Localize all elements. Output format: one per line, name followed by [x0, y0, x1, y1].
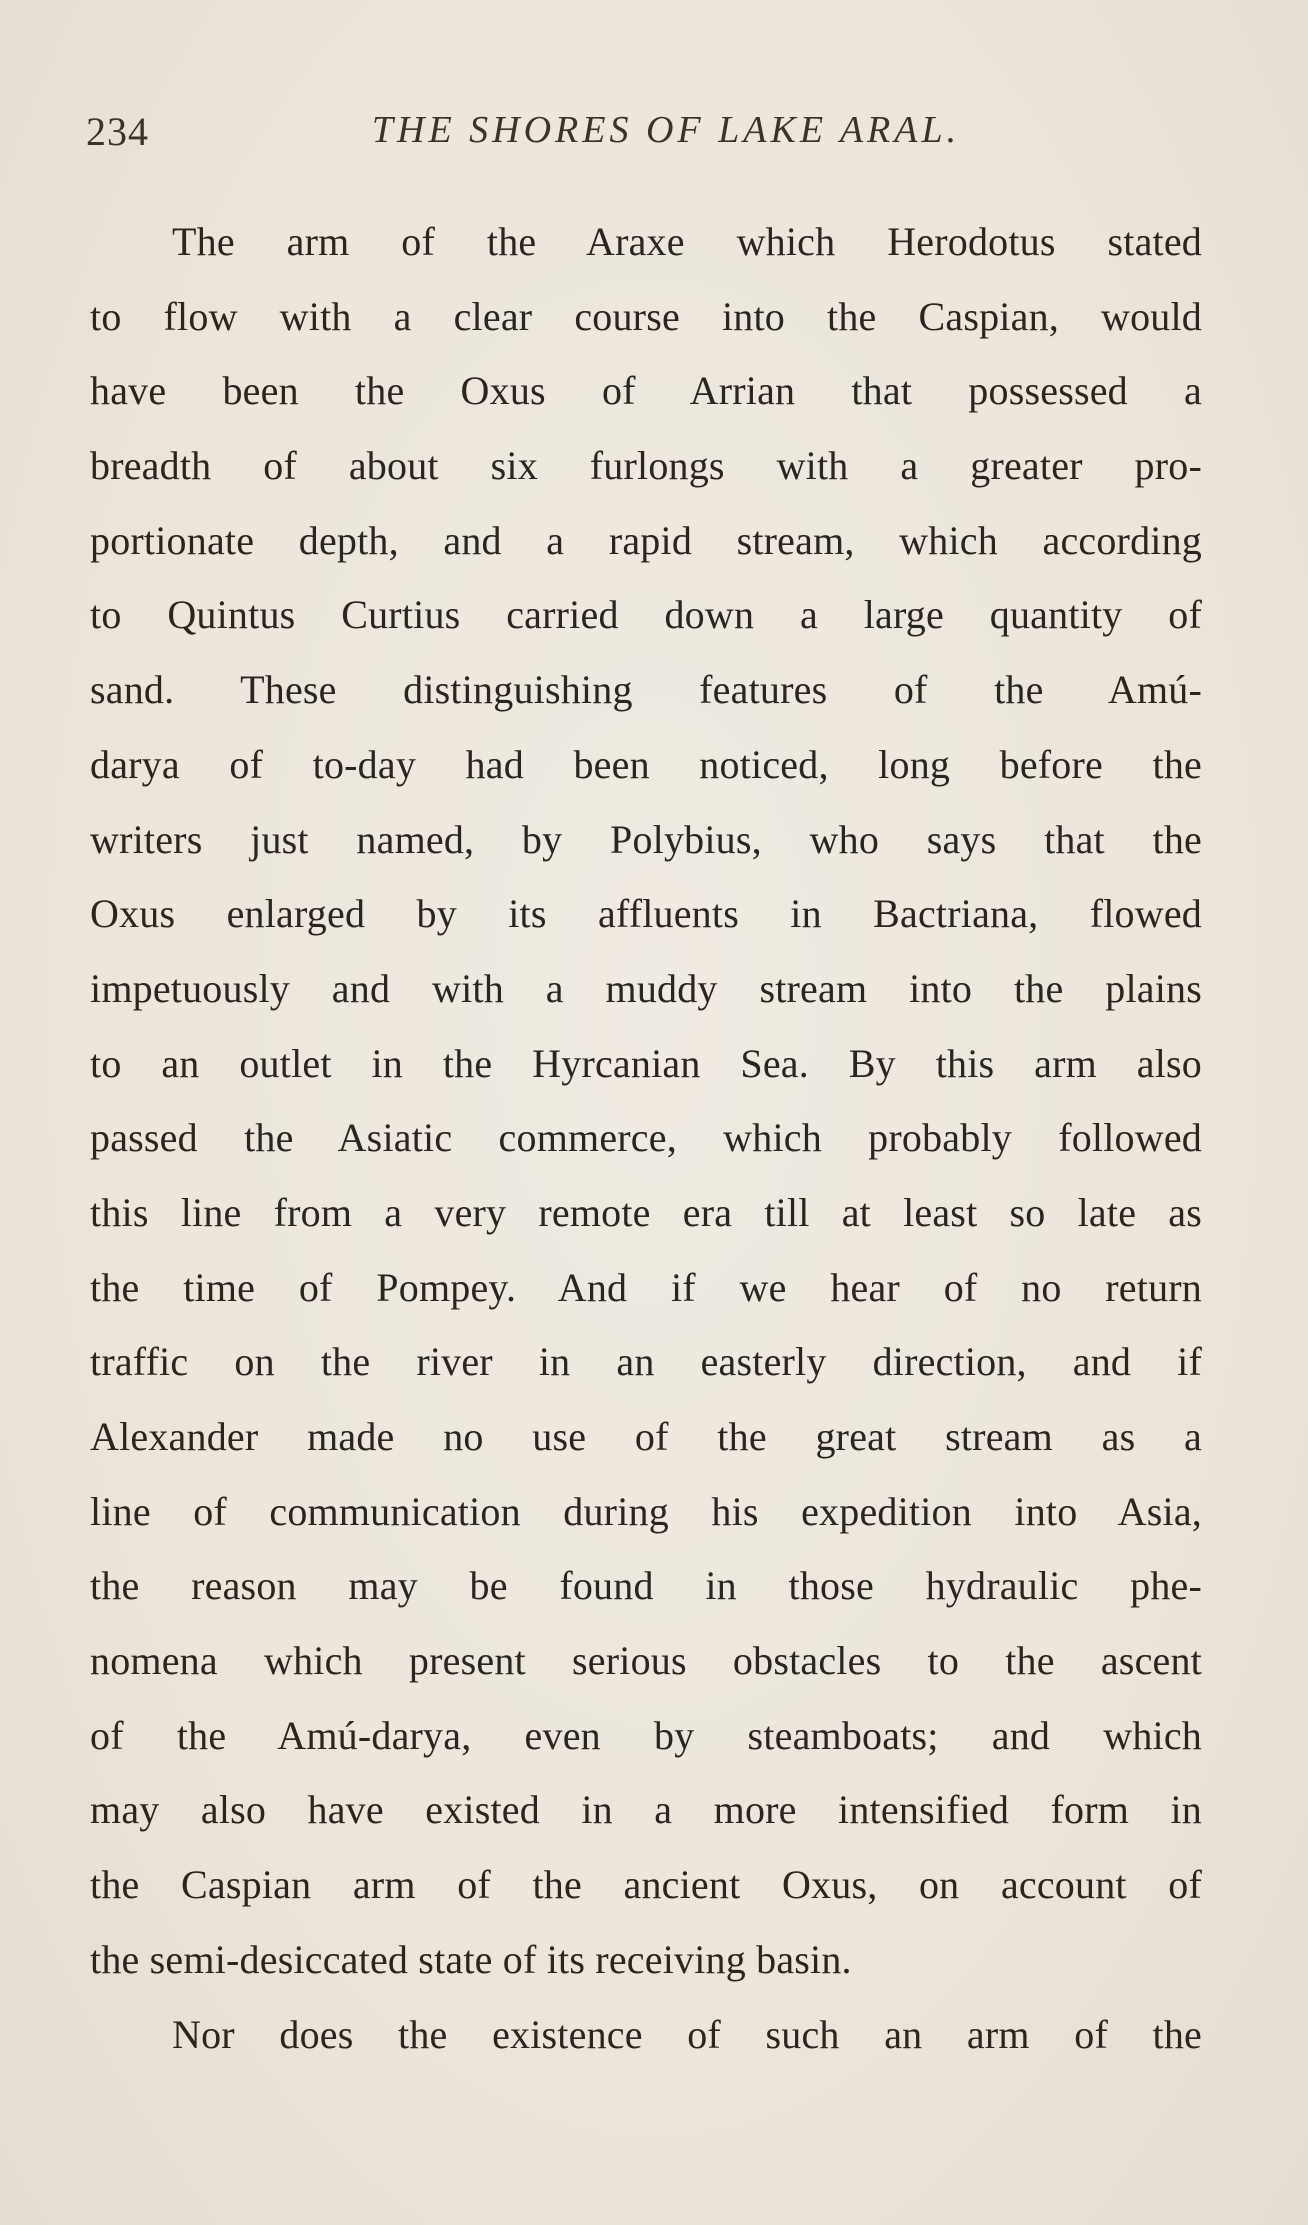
text-line: passed the Asiatic commerce, which probably followed [90, 1115, 1202, 1161]
text-line: the Caspian arm of the ancient Oxus, on account of [90, 1862, 1202, 1908]
text-line: the time of Pompey. And if we hear of no return [90, 1264, 1202, 1310]
text-line: to Quintus Curtius carried down a large quantity of [90, 592, 1202, 638]
text-line: to flow with a clear course into the Caspian, would [90, 293, 1202, 339]
text-line: Oxus enlarged by its affluents in Bactriana, flowed [90, 891, 1202, 937]
text-line: Alexander made no use of the great stream as a [90, 1414, 1202, 1459]
text-line: this line from a very remote era till at least so late as [90, 1189, 1202, 1235]
text-line: impetuously and with a muddy stream into the plains [90, 965, 1202, 1011]
text-line: breadth of about six furlongs with a greater pro- [90, 443, 1202, 489]
text-line: the semi-desiccated state of its receiving basin. [90, 1936, 852, 1982]
text-line: have been the Oxus of Arrian that possessed a [90, 368, 1202, 414]
text-line: traffic on the river in an easterly direction, and if [90, 1339, 1202, 1385]
page-header [86, 108, 1206, 168]
page-number: 234 [86, 109, 149, 154]
text-line: Nor does the existence of such an arm of the [172, 2011, 1202, 2057]
text-line: the reason may be found in those hydraulic phe- [90, 1563, 1202, 1609]
text-line: nomena which present serious obstacles to the ascent [90, 1638, 1202, 1684]
text-line: sand. These distinguishing features of the Amú- [90, 667, 1202, 713]
text-line: The arm of the Araxe which Herodotus stated [172, 219, 1202, 264]
body-text [90, 205, 1202, 2072]
text-line: may also have existed in a more intensified form in [90, 1787, 1202, 1833]
running-head: THE SHORES OF LAKE ARAL. [371, 109, 961, 151]
text-line: darya of to-day had been noticed, long before the [90, 741, 1202, 787]
text-line: writers just named, by Polybius, who says that the [90, 816, 1202, 862]
text-line: to an outlet in the Hyrcanian Sea. By this arm also [90, 1040, 1202, 1086]
text-line: line of communication during his expedition into Asia, [90, 1488, 1202, 1534]
text-line: portionate depth, and a rapid stream, which according [90, 517, 1202, 563]
text-line: of the Amú-darya, even by steamboats; and which [90, 1712, 1202, 1758]
